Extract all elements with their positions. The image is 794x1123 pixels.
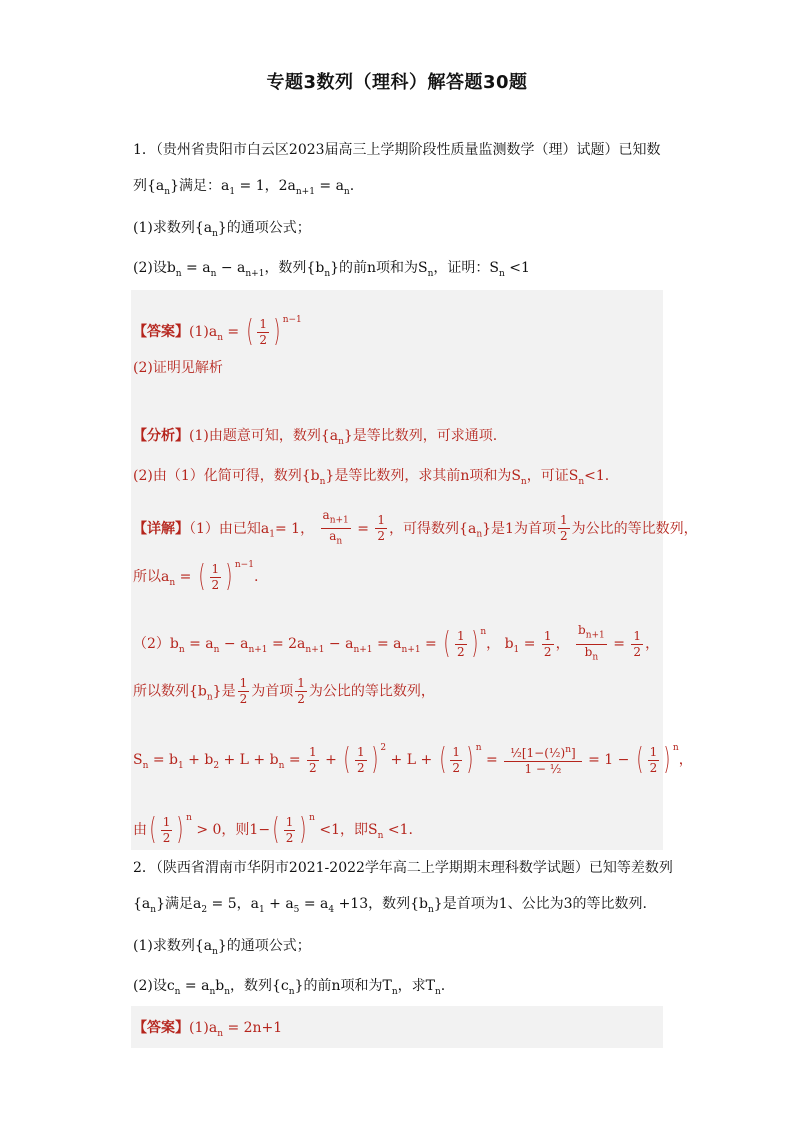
q2-source: （陕西省渭南市华阴市2021-2022学年高二上学期期末理科数学试题）已知等差数列 — [155, 860, 673, 876]
q1-number: 1． — [133, 142, 156, 158]
q2-part2: (2)设$c_n = a_nb_n$，数列$\{c_n\}$的前n项和为$T_n$，求$T_n$. — [133, 978, 446, 997]
q2-number: 2． — [133, 860, 156, 876]
q1-part1: (1)求数列$\{a_n\}$的通项公式； — [133, 220, 311, 239]
q1-answer-1: 【答案】$(1)a_n$ = ( $\frac{1}{2}$ ) $^{n-1}$ — [133, 314, 302, 349]
q1-header — [133, 140, 661, 160]
q2-header — [133, 858, 673, 878]
q1-condition: 列$\{a_n\}$满足：$a_1 = 1$，$2a_{n+1} = a_n$. — [133, 178, 355, 197]
q1-detail-6: 由( $\frac{1}{2}$ ) $^n$ > 0，则1−( $\frac{1}{2}$ ) $^n$ <1，即$S_n <1$. — [133, 812, 413, 847]
q1-analysis-2: (2)由（1）化简可得，数列$\{b_n\}$是等比数列，求其前n项和为$S_n$，可证$S_n<1$. — [133, 468, 610, 487]
q1-detail-1: 【详解】（1）由已知$a_1= 1$， $\frac{a_{n+1}}{a_n}$ = $\frac{1}{2}$ ，可得数列$\{a_n\}$是1为首项 $\frac{1}{2}$ 为公比的等比数列， — [133, 508, 698, 547]
q2-part1: (1)求数列$\{a_n\}$的通项公式； — [133, 938, 311, 957]
q1-source: （贵州省贵阳市白云区2023届高三上学期阶段性质量监测数学（理）试题）已知数 — [155, 142, 661, 158]
q2-condition: $\{a_n\}$满足$a_2 = 5$，$a_1 + a_5 = a_4 +13$，数列$\{b_n\}$是首项为1、公比为3的等比数列. — [133, 896, 647, 915]
q1-answer-2: (2)证明见解析 — [133, 360, 223, 376]
q1-detail-3: $(2)b_n = a_n - a_{n+1} = 2a_{n+1} - a_{n+1} = a_{n+1}$ = ( $\frac{1}{2}$ ) $^n$， $b_1$ = $\frac{1}{2}$ ， $\frac{b_{n+1}}{b_n}$ = $\frac{1}{2}$ ， — [133, 623, 660, 662]
q1-detail-4: 所以数列$\{b_n\}$是 $\frac{1}{2}$ 为首项 $\frac{1}{2}$ 为公比的等比数列， — [133, 676, 435, 706]
page-title: 专题3数列（理科）解答题30题 — [266, 72, 528, 93]
q1-analysis-1: 【分析】(1)由题意可知，数列$\{a_n\}$是等比数列，可求通项. — [133, 428, 498, 447]
q2-answer-1: 【答案】$(1)a_n = 2n+1$ — [133, 1020, 283, 1039]
q1-detail-2: 所以$a_n$ = ( $\frac{1}{2}$ ) $^{n-1}$. — [133, 559, 259, 594]
q1-detail-5: $S_n = b_1 + b_2 + L + b_n$ = $\frac{1}{2}$ + ( $\frac{1}{2}$ ) $^2$ + L + ( $\frac{1}{2}$ ) $^n$ = $\frac{\frac{1}{2}[1-(\frac{1}{2})^n]}{\text{1 − ½}}$ = 1 − ( $\frac{1}{2}$ ) $^n$， — [133, 742, 693, 777]
q1-part2: (2)设$b_n = a_n - a_{n+1}$，数列$\{b_n\}$的前n项和为$S_n$，证明：$S_n <1$ — [133, 260, 530, 279]
